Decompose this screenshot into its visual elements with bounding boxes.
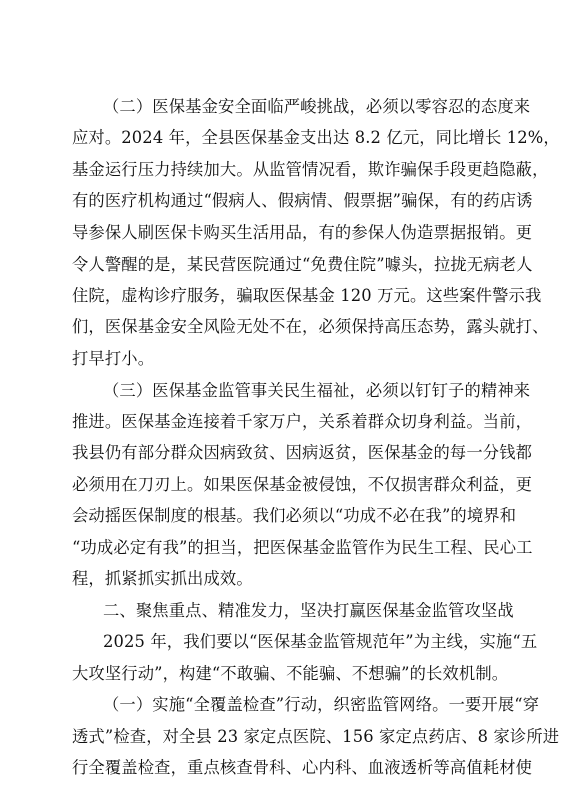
paragraph-3-line-5: 会动摇医保制度的根基。我们必须以“功成不必在我”的境界和 [72,506,517,525]
paragraph-3-line-7: 程，抓紧抓实抓出成效。 [72,569,253,588]
paragraph-2-line-4: 有的医疗机构通过“假病人、假病情、假票据”骗保，有的药店诱 [72,191,533,210]
subsection-1-line-2: 透式”检查，对全县 23 家定点医院、156 家定点药店、8 家诊所进 [72,727,560,746]
paragraph-3-line-4: 必须用在刀刃上。如果医保基金被侵蚀，不仅损害群众利益，更 [72,475,533,494]
paragraph-3-line-1: （三）医保基金监管事关民生福祉，必须以钉钉子的精神来 [103,381,531,400]
paragraph-3-line-6: “功成必定有我”的担当，把医保基金监管作为民生工程、民心工 [72,538,533,557]
paragraph-2-line-6: 令人警醒的是，某民营医院通过“免费住院”噱头，拉拢无病老人 [72,255,533,274]
paragraph-2-line-5: 导参保人刷医保卡购买生活用品，有的参保人伪造票据报销。更 [72,223,533,242]
paragraph-2-line-3: 基金运行压力持续加大。从监管情况看，欺诈骗保手段更趋隐蔽， [72,160,549,179]
paragraph-2-line-2: 应对。2024 年，全县医保基金支出达 8.2 亿元，同比增长 12%， [72,128,560,147]
intro-paragraph-line-2: 大攻坚行动”，构建“不敢骗、不能骗、不想骗”的长效机制。 [72,664,509,683]
subsection-1-line-1: （一）实施“全覆盖检查”行动，织密监管网络。一要开展“穿 [103,695,540,714]
paragraph-2-line-9: 打早打小。 [72,349,155,368]
intro-paragraph-line-1: 2025 年，我们要以“医保基金监管规范年”为主线，实施“五 [103,632,538,651]
paragraph-2-line-8: 们，医保基金安全风险无处不在，必须保持高压态势，露头就打、 [72,317,549,336]
subsection-1-line-3: 行全覆盖检查，重点核查骨科、心内科、血液透析等高值耗材使 [72,758,533,777]
paragraph-2-line-7: 住院，虚构诊疗服务，骗取医保基金 120 万元。这些案件警示我 [72,286,542,305]
paragraph-3-line-2: 推进。医保基金连接着千家万户，关系着群众切身利益。当前， [72,412,533,431]
section-heading: 二、聚焦重点、精准发力，坚决打赢医保基金监管攻坚战 [103,601,514,620]
paragraph-2-line-1: （二）医保基金安全面临严峻挑战，必须以零容忍的态度来 [103,97,531,116]
paragraph-3-line-3: 我县仍有部分群众因病致贫、因病返贫，医保基金的每一分钱都 [72,443,533,462]
